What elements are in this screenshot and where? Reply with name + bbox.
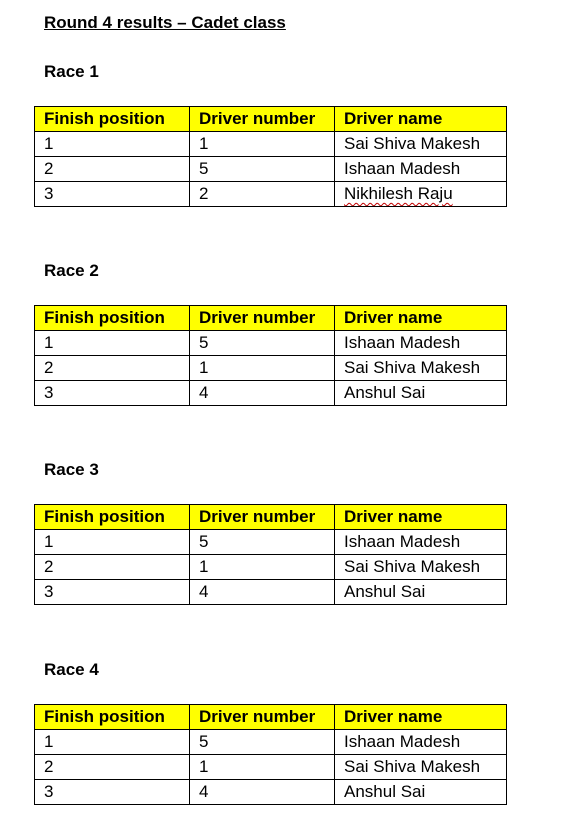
cell-finish-position: 1 [35,730,190,755]
cell-driver-number: 4 [190,381,335,406]
cell-finish-position: 3 [35,381,190,406]
race-2-heading: Race 2 [44,261,99,280]
cell-finish-position: 2 [35,157,190,182]
table-row [35,580,507,605]
header-driver-name: Driver name [335,505,507,530]
table-row [35,530,507,555]
cell-finish-position: 3 [35,580,190,605]
cell-driver-name: Sai Shiva Makesh [335,755,507,780]
cell-finish-position: 3 [35,780,190,805]
race-1-results-table [34,106,507,207]
table-row [35,182,507,207]
cell-driver-name: Sai Shiva Makesh [335,356,507,381]
cell-driver-number: 1 [190,555,335,580]
cell-driver-name: Ishaan Madesh [335,157,507,182]
cell-driver-number: 1 [190,755,335,780]
header-driver-name: Driver name [335,306,507,331]
table-header-row [35,705,507,730]
document-title: Round 4 results – Cadet class [44,13,286,32]
cell-driver-number: 1 [190,356,335,381]
table-row [35,730,507,755]
header-driver-number: Driver number [190,505,335,530]
cell-finish-position: 2 [35,356,190,381]
cell-finish-position: 1 [35,132,190,157]
table-row [35,780,507,805]
cell-driver-name: Sai Shiva Makesh [335,132,507,157]
cell-driver-name: Anshul Sai [335,780,507,805]
race-1-heading: Race 1 [44,62,99,81]
header-driver-number: Driver number [190,107,335,132]
race-2-results-table [34,305,507,406]
table-row [35,331,507,356]
cell-driver-number: 5 [190,730,335,755]
table-header-row [35,107,507,132]
cell-driver-number: 5 [190,331,335,356]
cell-driver-name: Anshul Sai [335,381,507,406]
cell-driver-name: Ishaan Madesh [335,530,507,555]
cell-driver-number: 1 [190,132,335,157]
race-4-results-table [34,704,507,805]
race-4-heading: Race 4 [44,660,99,679]
header-finish-position: Finish position [35,306,190,331]
cell-driver-number: 4 [190,580,335,605]
cell-driver-number: 4 [190,780,335,805]
cell-driver-name: Sai Shiva Makesh [335,555,507,580]
cell-finish-position: 2 [35,755,190,780]
header-finish-position: Finish position [35,705,190,730]
cell-finish-position: 3 [35,182,190,207]
header-driver-number: Driver number [190,705,335,730]
cell-finish-position: 1 [35,530,190,555]
cell-finish-position: 2 [35,555,190,580]
cell-driver-name [335,182,507,207]
table-row [35,555,507,580]
cell-finish-position: 1 [35,331,190,356]
cell-driver-name: Anshul Sai [335,580,507,605]
cell-driver-number: 5 [190,530,335,555]
race-3-results-table [34,504,507,605]
header-driver-name: Driver name [335,705,507,730]
table-row [35,132,507,157]
cell-driver-name: Ishaan Madesh [335,730,507,755]
header-finish-position: Finish position [35,107,190,132]
table-row [35,755,507,780]
table-row [35,381,507,406]
cell-driver-number: 5 [190,157,335,182]
header-finish-position: Finish position [35,505,190,530]
table-header-row [35,505,507,530]
spellcheck-flagged-name[interactable]: Nikhilesh Raju [344,184,453,203]
cell-driver-name: Ishaan Madesh [335,331,507,356]
table-row [35,157,507,182]
table-header-row [35,306,507,331]
table-row [35,356,507,381]
header-driver-number: Driver number [190,306,335,331]
cell-driver-number: 2 [190,182,335,207]
header-driver-name: Driver name [335,107,507,132]
race-3-heading: Race 3 [44,460,99,479]
